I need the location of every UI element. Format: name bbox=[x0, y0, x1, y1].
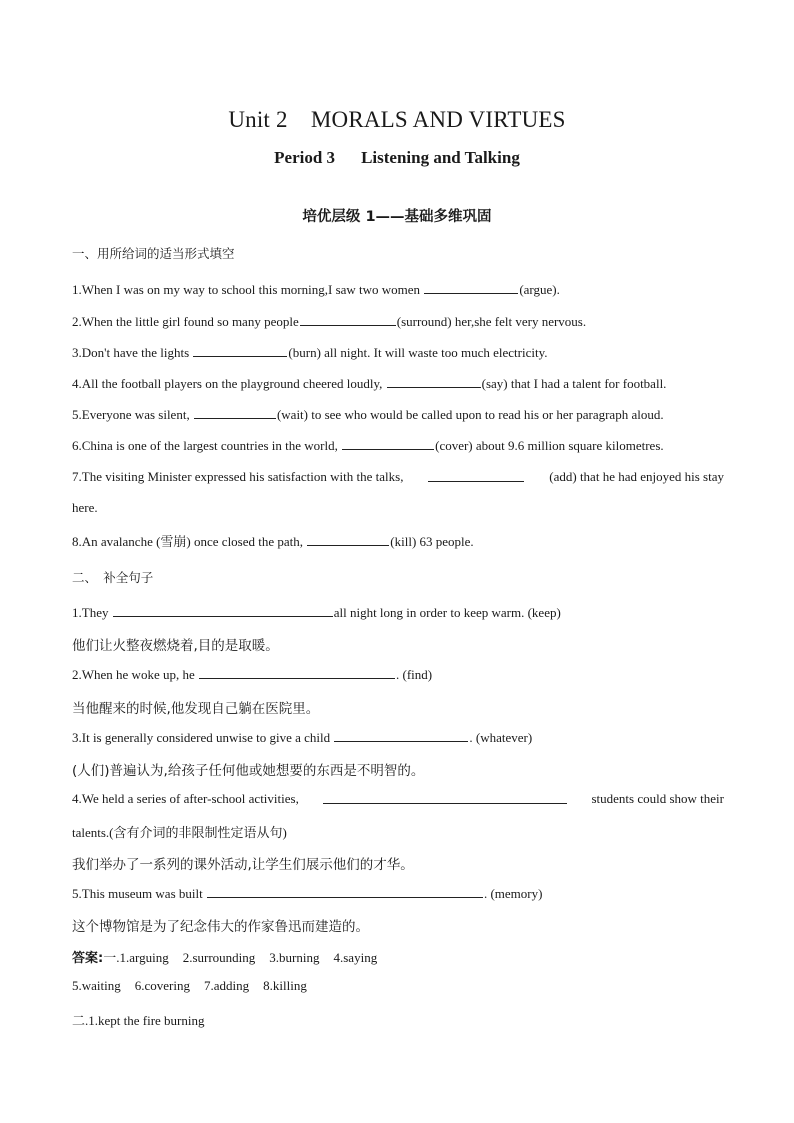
answer-blank[interactable] bbox=[300, 313, 396, 326]
s2-item-3: 3.It is generally considered unwise to give a child . (whatever) bbox=[72, 730, 533, 745]
answer-blank[interactable] bbox=[113, 604, 333, 617]
s1-item-2: 2.When the little girl found so many people (surround) her,she felt very nervous. bbox=[72, 314, 587, 329]
s2-item-3-translation: (人们)普遍认为,给孩子任何他或她想要的东西是不明智的。 bbox=[72, 763, 425, 779]
s2-item-2: 2.When he woke up, he . (find) bbox=[72, 667, 433, 682]
answer-blank[interactable] bbox=[387, 375, 481, 388]
s1-item-6: 6.China is one of the largest countries in the world, (cover) about 9.6 million square kilometres. bbox=[72, 438, 664, 453]
s1-item-7-continued: here. bbox=[72, 500, 98, 515]
s2-item-1: 1.They all night long in order to keep warm. (keep) bbox=[72, 605, 561, 620]
answers-line-1: 答案:一.1.arguing 2.surrounding 3.burning 4.saying bbox=[72, 950, 378, 966]
answers-label: 答案: bbox=[72, 951, 104, 966]
s1-item-7: 7.The visiting Minister expressed his satisfaction with the talks, (add) that he had enjoyed his stay bbox=[72, 469, 724, 484]
page-title: Unit 2 MORALS AND VIRTUES bbox=[228, 107, 566, 132]
answer-blank[interactable] bbox=[323, 791, 567, 804]
s2-item-5: 5.This museum was built . (memory) bbox=[72, 886, 543, 901]
level-heading: 培优层级 1——基础多维巩固 bbox=[302, 209, 492, 225]
s2-item-4-continued: talents.(含有介词的非限制性定语从句) bbox=[72, 825, 287, 840]
section2-heading: 二、 补全句子 bbox=[72, 570, 154, 585]
s2-item-2-translation: 当他醒来的时候,他发现自己躺在医院里。 bbox=[72, 701, 320, 717]
answer-blank[interactable] bbox=[194, 406, 276, 419]
s2-item-5-translation: 这个博物馆是为了纪念伟大的作家鲁迅而建造的。 bbox=[72, 919, 369, 935]
answer-blank[interactable] bbox=[342, 437, 434, 450]
s1-item-5: 5.Everyone was silent, (wait) to see who would be called upon to read his or her paragraph aloud. bbox=[72, 407, 664, 422]
answers-line-2: 5.waiting 6.covering 7.adding 8.killing bbox=[72, 978, 307, 993]
period-name: Listening and Talking bbox=[361, 148, 520, 167]
s2-item-4-translation: 我们举办了一系列的课外活动,让学生们展示他们的才华。 bbox=[72, 857, 414, 873]
answers-line-3: 二.1.kept the fire burning bbox=[72, 1013, 205, 1028]
section1-heading: 一、用所给词的适当形式填空 bbox=[72, 246, 235, 261]
s2-item-1-translation: 他们让火整夜燃烧着,目的是取暖。 bbox=[72, 638, 279, 654]
answer-blank[interactable] bbox=[199, 666, 395, 679]
period-number: Period 3 bbox=[274, 148, 336, 167]
s2-item-4: 4.We held a series of after-school activities, students could show their bbox=[72, 791, 724, 806]
s1-item-3: 3.Don't have the lights (burn) all night. It will waste too much electricity. bbox=[72, 345, 548, 360]
answer-blank[interactable] bbox=[428, 469, 524, 482]
s1-item-8: 8.An avalanche (雪崩) once closed the path, (kill) 63 people. bbox=[72, 534, 474, 549]
period-subtitle bbox=[0, 148, 794, 168]
s1-item-1: 1.When I was on my way to school this morning,I saw two women (argue). bbox=[72, 282, 560, 297]
answer-blank[interactable] bbox=[307, 533, 389, 546]
answer-blank[interactable] bbox=[193, 344, 287, 357]
answer-blank[interactable] bbox=[207, 885, 483, 898]
s1-item-4: 4.All the football players on the playground cheered loudly, (say) that I had a talent for football. bbox=[72, 376, 667, 391]
answer-blank[interactable] bbox=[424, 281, 518, 294]
answer-blank[interactable] bbox=[334, 729, 468, 742]
